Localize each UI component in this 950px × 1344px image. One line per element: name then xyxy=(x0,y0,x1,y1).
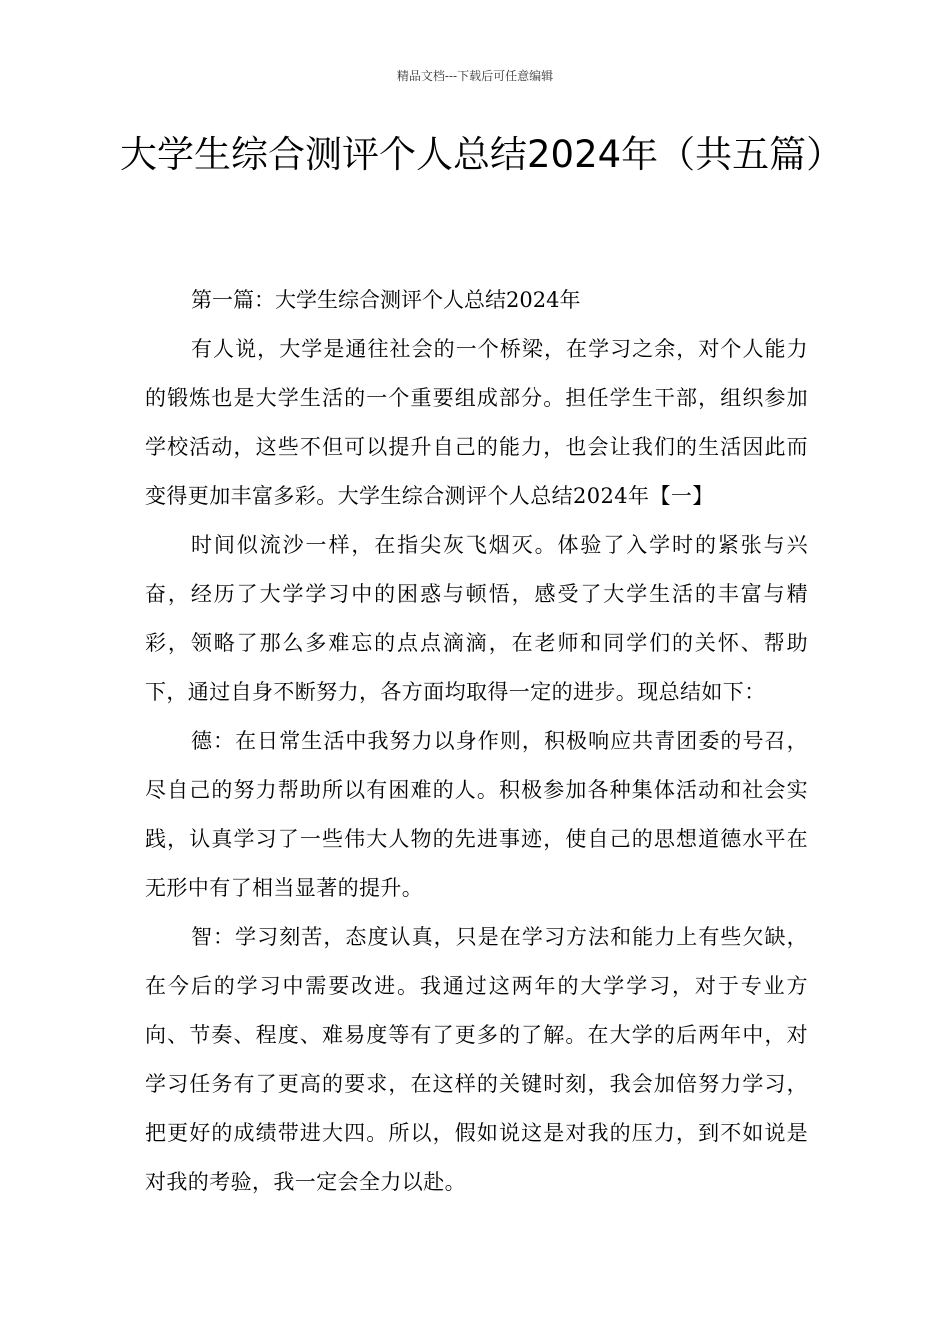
document-body xyxy=(145,276,808,1207)
section-heading: 第一篇：大学生综合测评个人总结2024年 xyxy=(191,288,581,312)
document-title: 大学生综合测评个人总结2024年（共五篇） xyxy=(120,133,844,176)
paragraph-time: 时间似流沙一样，在指尖灰飞烟灭。体验了入学时的紧张与兴奋，经历了大学学习中的困惑与顿悟，感受了大学生活的丰富与精彩，领略了那么多难忘的点点滴滴，在老师和同学们的关怀、帮助下，通过自身不断努力，各方面均取得一定的进步。现总结如下： xyxy=(145,533,808,704)
paragraph-intro: 有人说，大学是通往社会的一个桥梁，在学习之余，对个人能力的锻炼也是大学生活的一个重要组成部分。担任学生干部，组织参加学校活动，这些不但可以提升自己的能力，也会让我们的生活因此而变得更加丰富多彩。大学生综合测评个人总结2024年【一】 xyxy=(145,337,808,508)
paragraph-intellect: 智：学习刻苦，态度认真，只是在学习方法和能力上有些欠缺，在今后的学习中需要改进。我通过这两年的大学学习，对于专业方向、节奏、程度、难易度等有了更多的了解。在大学的后两年中，对学习任务有了更高的要求，在这样的关键时刻，我会加倍努力学习，把更好的成绩带进大四。所以，假如说这是对我的压力，到不如说是对我的考验，我一定会全力以赴。 xyxy=(145,925,808,1194)
paragraph-morality: 德：在日常生活中我努力以身作则，积极响应共青团委的号召，尽自己的努力帮助所以有困难的人。积极参加各种集体活动和社会实践，认真学习了一些伟大人物的先进事迹，使自己的思想道德水平在无形中有了相当显著的提升。 xyxy=(145,729,808,900)
header-note: 精品文档---下载后可任意编辑 xyxy=(396,69,554,83)
